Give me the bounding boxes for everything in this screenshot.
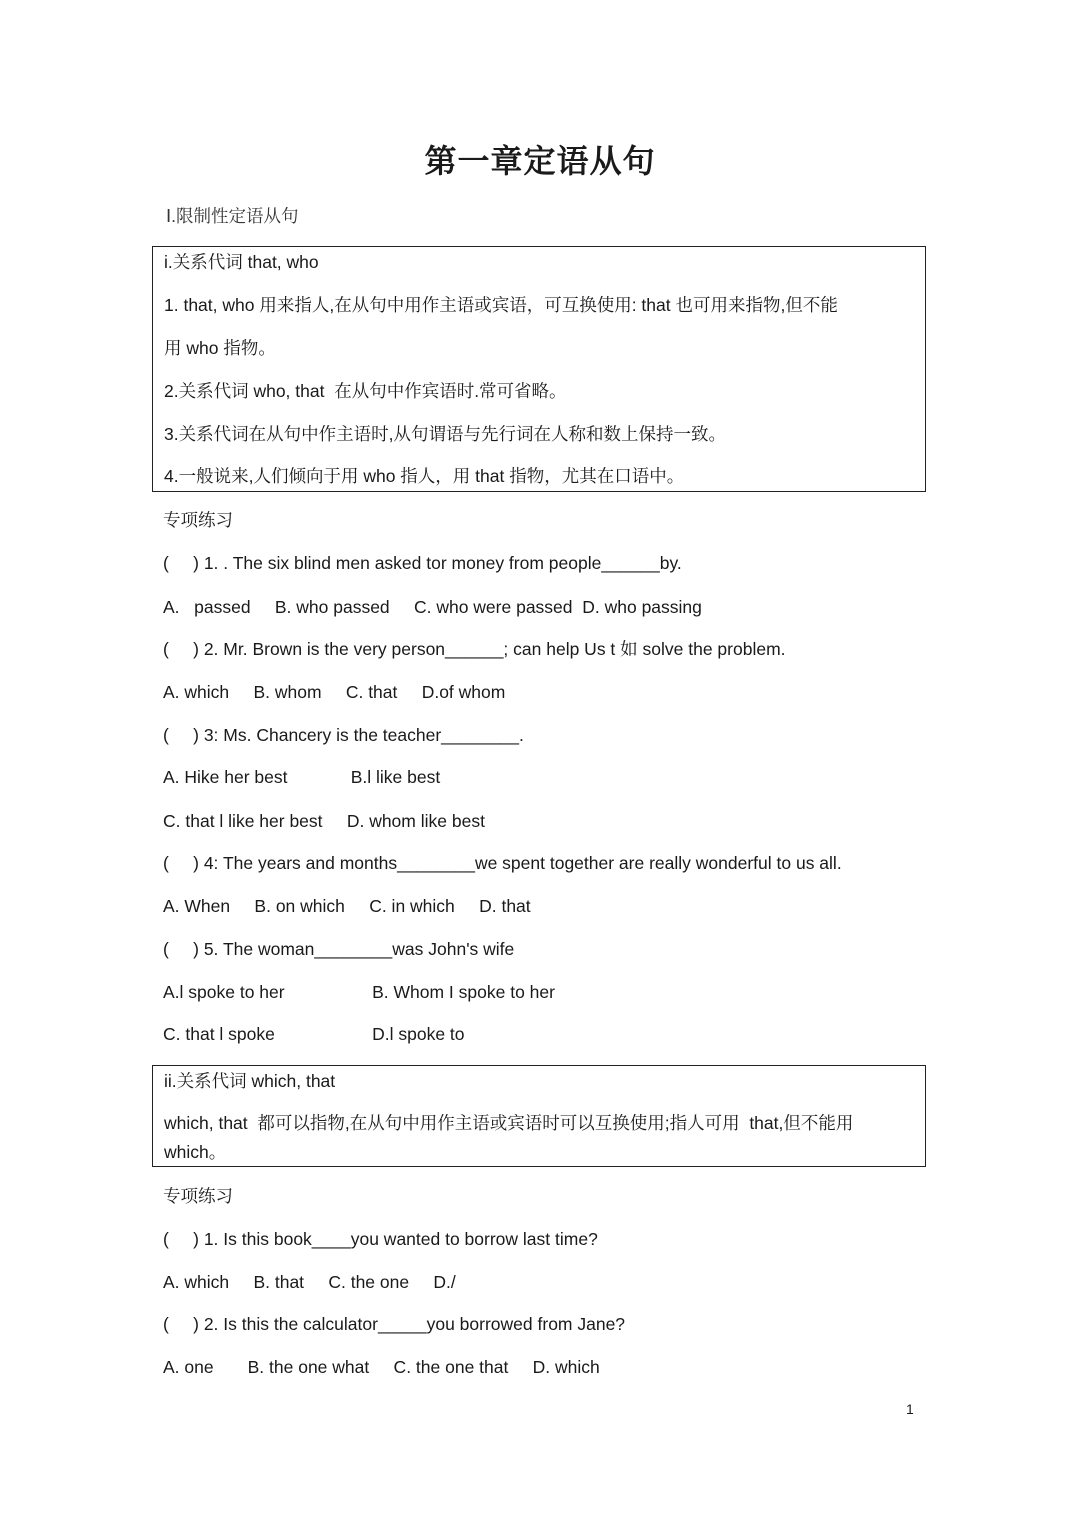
exercise-question: ( ) 2. Is this the calculator_____you borrowed from Jane? — [163, 1314, 626, 1334]
box-rule-line: 2.关系代词 who, that 在从句中作宾语时.常可省略。 — [164, 381, 567, 401]
box-rule-line: 1. that, who 用来指人,在从句中用作主语或宾语，可互换使用: that 也可用来指物,但不能 — [164, 295, 838, 315]
exercise-question: ( ) 3: Ms. Chancery is the teacher________. — [163, 725, 524, 745]
box-rule-line: 用 who 指物。 — [164, 338, 276, 358]
exercise-options: A. passed B. who passed C. who were passed D. who passing — [163, 597, 702, 617]
exercise-options: A. When B. on which C. in which D. that — [163, 896, 531, 916]
practice-heading: 专项练习 — [163, 1186, 233, 1206]
exercise-options: A. Hike her best B.l like best — [163, 767, 441, 787]
practice-heading: 专项练习 — [163, 510, 233, 530]
exercise-question: ( ) 5. The woman________was John's wife — [163, 939, 515, 959]
definition-box-relative-pronoun-that-who — [152, 246, 926, 492]
exercise-options: C. that l spoke D.l spoke to — [163, 1024, 465, 1044]
exercise-options: A.l spoke to her B. Whom I spoke to her — [163, 982, 555, 1002]
exercise-question: ( ) 2. Mr. Brown is the very person______; can help Us t 如 solve the problem. — [163, 639, 786, 659]
box-heading: i.关系代词 that, who — [164, 252, 319, 272]
box-rule-line: 3.关系代词在从句中作主语时,从句谓语与先行词在人称和数上保持一致。 — [164, 424, 726, 444]
section-heading: Ⅰ.限制性定语从句 — [166, 206, 299, 226]
exercise-question: ( ) 1. . The six blind men asked tor money from people______by. — [163, 553, 682, 573]
exercise-options: A. one B. the one what C. the one that D. which — [163, 1357, 600, 1377]
exercise-options: A. which B. that C. the one D./ — [163, 1272, 456, 1292]
box-rule-line: which, that 都可以指物,在从句中用作主语或宾语时可以互换使用;指人可用 that,但不能用 — [164, 1113, 854, 1133]
box-rule-line: which。 — [164, 1142, 227, 1162]
exercise-options: C. that l like her best D. whom like best — [163, 811, 485, 831]
page-number: 1 — [906, 1401, 914, 1417]
exercise-question: ( ) 4: The years and months________we spent together are really wonderful to us all. — [163, 853, 842, 873]
definition-box-relative-pronoun-which-that — [152, 1065, 926, 1167]
exercise-question: ( ) 1. Is this book____you wanted to borrow last time? — [163, 1229, 598, 1249]
box-rule-line: 4.一般说来,人们倾向于用 who 指人，用 that 指物，尤其在口语中。 — [164, 466, 685, 486]
box-heading: ii.关系代词 which, that — [164, 1071, 336, 1091]
chapter-title: 第一章定语从句 — [424, 142, 656, 180]
exercise-options: A. which B. whom C. that D.of whom — [163, 682, 506, 702]
